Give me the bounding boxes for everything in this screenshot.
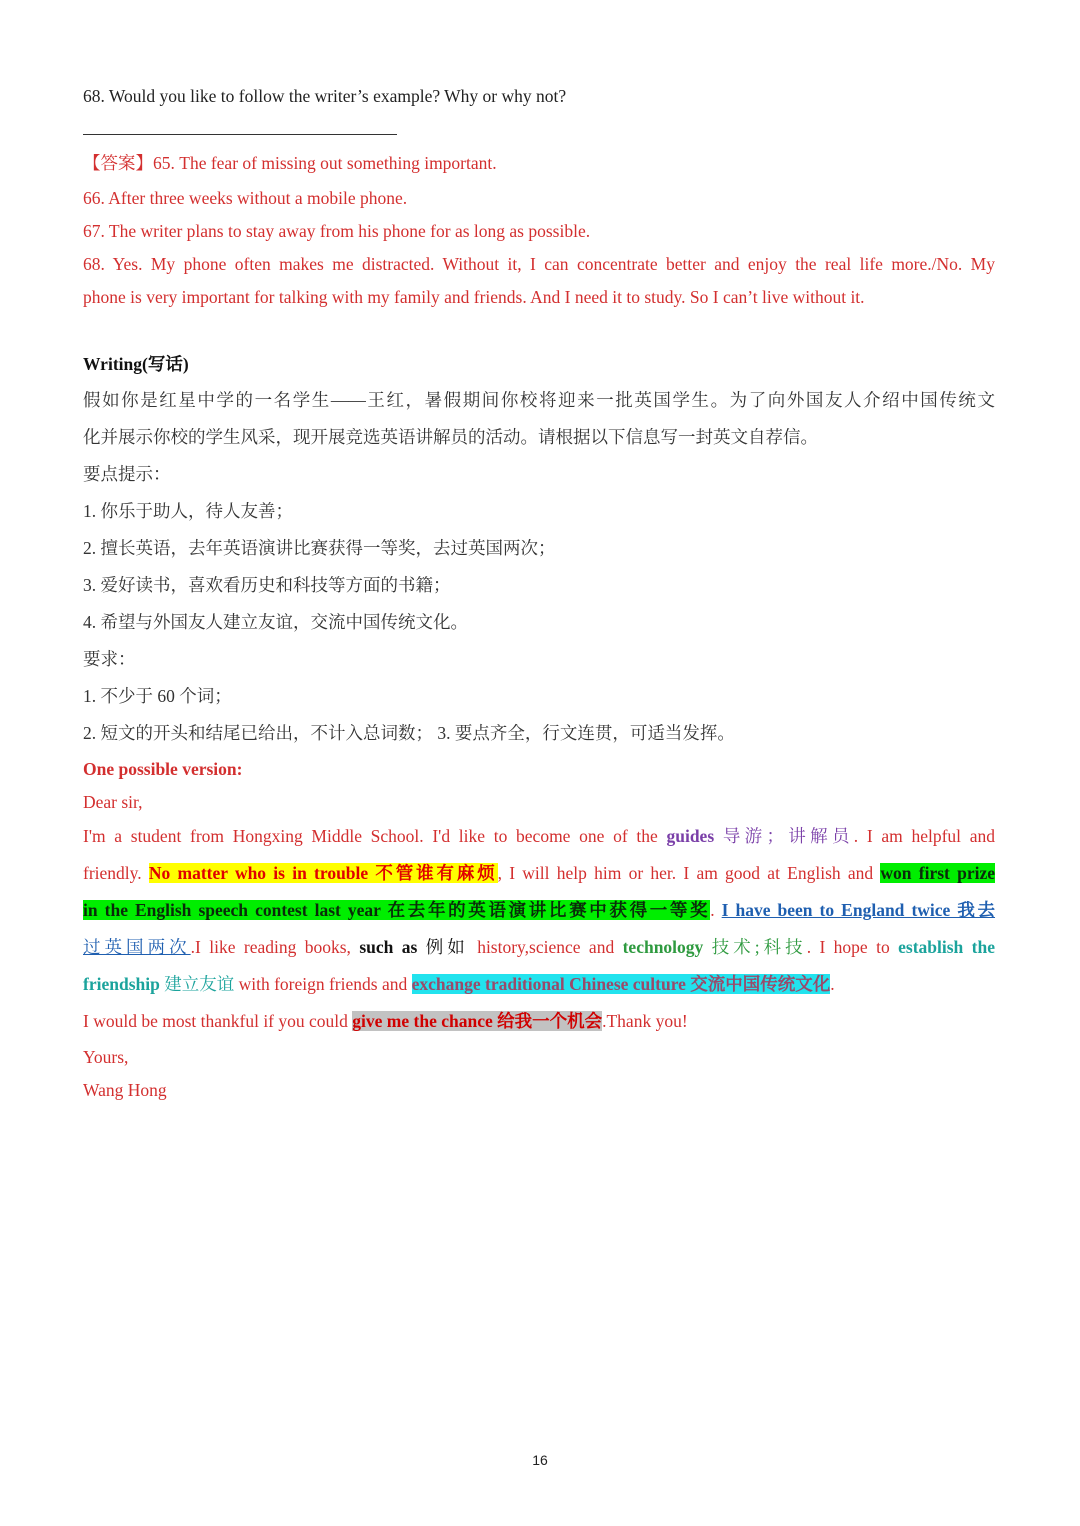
writing-heading: Writing(写话)	[83, 354, 189, 374]
text-run: with foreign friends and	[238, 974, 412, 994]
highlight-give-chance: give me the chance 给我一个机会	[352, 1011, 603, 1031]
text-run: .	[710, 900, 722, 920]
point-item: 1. 你乐于助人，待人友善；	[83, 501, 293, 521]
points-label: 要点提示：	[83, 464, 171, 484]
answer-65-text: 65. The fear of missing out something important.	[153, 153, 497, 173]
keyword-establish: establish the	[898, 937, 996, 957]
answer-66: 66. After three weeks without a mobile phone.	[83, 188, 408, 208]
question-68: 68. Would you like to follow the writer’s example? Why or why not?	[83, 86, 567, 106]
possible-version-label: One possible version:	[83, 759, 243, 779]
answer-label: 【答案】	[83, 153, 153, 173]
text-run: , I will help him or her. I am good at English and	[497, 863, 881, 883]
letter-line-2	[83, 861, 995, 885]
keyword-such-as-zh: 例如	[417, 937, 478, 957]
highlight-exchange-culture: exchange traditional Chinese culture 交流中国传统文化	[411, 974, 831, 994]
requirements-label: 要求：	[83, 649, 136, 669]
link-been-to-england-cont[interactable]: 过英国两次	[83, 937, 191, 957]
letter-signature: Wang Hong	[83, 1080, 167, 1100]
keyword-guides: guides	[666, 826, 715, 846]
answer-65	[83, 151, 497, 175]
keyword-technology-zh: 技术;科技	[703, 937, 807, 957]
letter-line-5	[83, 972, 835, 996]
letter-line-4	[83, 935, 995, 959]
answer-67: 67. The writer plans to stay away from his phone for as long as possible.	[83, 221, 591, 241]
keyword-technology: technology	[622, 937, 704, 957]
highlight-speech-contest: in the English speech contest last year 在去年的英语演讲比赛中获得一等奖	[83, 900, 711, 920]
highlight-no-matter: No matter who is in trouble 不管谁有麻烦	[148, 863, 498, 883]
letter-line-6	[83, 1009, 688, 1033]
letter-greeting: Dear sir,	[83, 792, 143, 812]
text-run: history,science and	[477, 937, 623, 957]
answer-68-line2: phone is very important for talking with my family and friends. And I need it to study. So I can’t live without it.	[83, 287, 865, 307]
letter-line-1	[83, 824, 995, 848]
point-item: 2. 擅长英语，去年英语演讲比赛获得一等奖，去过英国两次；	[83, 538, 556, 558]
text-run: I would be most thankful if you could	[83, 1011, 353, 1031]
link-been-to-england[interactable]: I have been to England twice 我去	[721, 900, 996, 920]
page-number: 16	[532, 1452, 548, 1468]
requirement-1: 1. 不少于 60 个词；	[83, 686, 232, 706]
requirement-2-3: 2. 短文的开头和结尾已给出，不计入总词数； 3. 要点齐全，行文连贯，可适当发挥。	[83, 723, 735, 743]
text-run: .Thank you!	[602, 1011, 688, 1031]
writing-prompt-line2: 化并展示你校的学生风采，现开展竞选英语讲解员的活动。请根据以下信息写一封英文自荐信。	[83, 427, 818, 447]
keyword-guides-zh: 导游；讲解员	[714, 826, 854, 846]
keyword-friendship: friendship	[83, 974, 160, 994]
letter-line-3	[83, 898, 995, 922]
text-run: friendly.	[83, 863, 149, 883]
keyword-such-as: such as	[359, 937, 418, 957]
point-item: 4. 希望与外国友人建立友谊，交流中国传统文化。	[83, 612, 468, 632]
text-run: .I like reading books,	[190, 937, 360, 957]
answer-blank-line	[83, 134, 397, 135]
writing-prompt-line1: 假如你是红星中学的一名学生——王红，暑假期间你校将迎来一批英国学生。为了向外国友人介绍中国传统文	[83, 390, 995, 410]
text-run: .	[830, 974, 835, 994]
letter-closing: Yours,	[83, 1047, 129, 1067]
point-item: 3. 爱好读书，喜欢看历史和科技等方面的书籍；	[83, 575, 451, 595]
text-run: I'm a student from Hongxing Middle School. I'd like to become one of the	[83, 826, 667, 846]
answer-68-line1: 68. Yes. My phone often makes me distracted. Without it, I can concentrate better and enjoy the real life more./No. My	[83, 254, 995, 274]
text-run: . I hope to	[806, 937, 899, 957]
highlight-won-first-prize: won first prize	[880, 863, 995, 883]
text-run: . I am helpful and	[853, 826, 996, 846]
keyword-friendship-zh: 建立友谊	[159, 974, 239, 994]
